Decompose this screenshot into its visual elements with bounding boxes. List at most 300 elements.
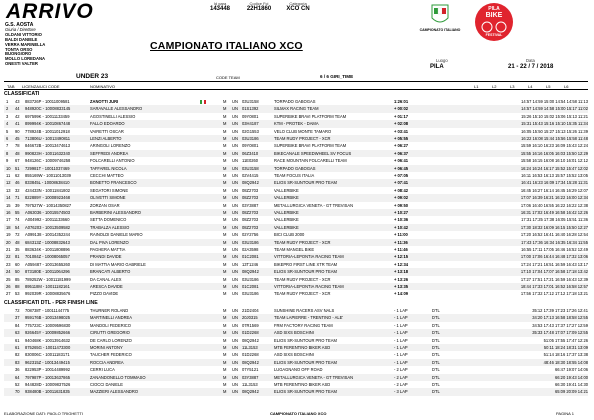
cell-bib: 50	[15, 269, 20, 275]
cell-status: DTL	[432, 337, 440, 343]
cell-laps: 34:20 17:13 16:58 18:58 12:55	[532, 315, 588, 321]
cell-time: + 13:26	[394, 276, 408, 282]
cell-team: VELO CLUB MONTE TAMARO	[274, 128, 332, 134]
cell-team-code: 09Y0801	[242, 113, 259, 119]
table-row	[4, 261, 588, 268]
cell-time: - 3 LAP	[394, 389, 408, 395]
table-row	[4, 113, 588, 120]
cell-laps: 17:27 17:51 17:21 16:59 16:43 12:39	[520, 276, 588, 282]
cell-category: M	[223, 232, 227, 238]
cell-laps: 17:06 16:40 16:55 16:22 16:22 12:38	[520, 202, 588, 208]
cell-category: M	[223, 202, 227, 208]
cell-name: DE CARLO LORENZO	[90, 337, 132, 343]
cell-laps: 14:57 14:59 14:58 15:00 15:17 11:02	[521, 106, 588, 112]
col-l1: L1	[474, 83, 479, 89]
cell-nat: UN	[232, 345, 238, 350]
cell-category: M	[223, 359, 227, 365]
cell-laps: 17:43 17:36 16:34 16:35 16:34 11:55	[521, 239, 588, 245]
cell-laps: 15:58 16:15 16:08 16:10 16:01 12:12	[520, 158, 588, 164]
cell-team-code: 03H4187	[242, 121, 259, 127]
cell-laps: 50:11 18:24 18:31 13:09	[543, 345, 588, 350]
staff-title: Giuria / Direttore	[5, 26, 36, 32]
cell-laps: 18:44 17:33 17:01 16:52 16:58 12:57	[520, 284, 588, 289]
cell-nat: UN	[232, 337, 238, 343]
cell-time: - 1 LAP	[394, 359, 408, 365]
team-column-header: CODE TEAM	[216, 75, 240, 80]
cell-category: M	[223, 291, 227, 297]
cell-team: RACE MOUNTAIN FOLCARELLI TEAM	[274, 158, 347, 164]
cell-bib: 42	[15, 113, 20, 119]
cell-team: SUPERBIKE BRAVI PLATFORM TEAM	[274, 113, 347, 119]
cell-team-code: 02A3598	[242, 247, 259, 252]
cell-nat: UN	[232, 217, 238, 223]
cell-team-code: 08Q2942	[242, 180, 259, 186]
staff-member: MOLLO LOREDANA	[5, 56, 46, 62]
table-row	[4, 359, 588, 366]
staff-member: VERRA MARINELLA	[5, 41, 46, 47]
cell-category: M	[223, 389, 227, 395]
cell-category: M	[223, 247, 227, 252]
cell-bib: 74	[15, 217, 20, 223]
cell-license: A099138 - 10014352244	[25, 232, 71, 238]
cell-bib: 71	[15, 195, 20, 201]
cell-laps: 16:41 16:23 16:09 17:34 15:28 11:31	[521, 180, 588, 186]
cell-name: CECCHI MATTEO	[90, 173, 124, 178]
cell-license: 789252W - 10011181999	[25, 276, 71, 282]
cell-position: 22	[6, 254, 11, 260]
cell-bib: 61	[15, 345, 20, 350]
table-row	[4, 157, 588, 164]
section-classified: CLASSIFICATI	[4, 91, 40, 97]
cell-time: + 05:55	[394, 136, 408, 141]
cell-bib: 46	[15, 180, 20, 186]
cell-license: 895118M - 10011182161	[25, 284, 70, 289]
cell-name: PAGHERA MATTIA	[90, 247, 126, 252]
cell-bib: 44	[15, 106, 20, 112]
cell-team-code: 11E0260	[242, 158, 259, 164]
cell-team: SUNSHINE RACERS ASV NALS	[274, 308, 335, 313]
cell-nat: UN	[232, 165, 238, 171]
cell-team: TEAM RUDY PROJECT - XCR	[274, 239, 331, 245]
cell-laps: 66:30 19:41 14:30	[554, 382, 588, 387]
cell-laps: 66:20 19:43 14:00	[554, 374, 588, 380]
cell-team-code: 08Z2703	[242, 224, 259, 230]
cell-team: TEAM LAPIERRE - TRENTINO - ALE'	[274, 315, 344, 321]
cell-time: + 03:41	[394, 128, 408, 134]
cell-team-code: 07R1569	[242, 322, 259, 328]
cell-category: M	[223, 322, 227, 328]
cell-bib: 48	[15, 239, 20, 245]
cell-laps: 16:22 16:08 15:44 15:56 15:58 11:48	[521, 136, 588, 141]
cell-status: DTL	[432, 308, 440, 313]
cell-team: TEAM FOCUS ITALIA	[274, 173, 315, 178]
cell-nat: UN	[232, 239, 238, 245]
category-label: Categoria	[289, 1, 307, 6]
cell-position: 5	[6, 128, 9, 134]
cell-bib: 51	[15, 165, 20, 171]
cell-license: 713806U - 10013490811	[25, 136, 70, 141]
cell-position: 9	[6, 158, 9, 164]
cell-license: A059487 - 10013655260	[25, 261, 71, 267]
cell-category: M	[223, 315, 227, 321]
cell-team-code: 13T1246	[242, 261, 259, 267]
cell-license: A063036 - 10015574503	[25, 210, 71, 215]
cell-bib: 52	[15, 382, 20, 387]
cell-team-code: 03U3158	[242, 99, 259, 104]
cell-license: 948920C - 10008833145	[25, 106, 71, 112]
cell-license: 990823H - 10011632340	[25, 150, 70, 156]
table-row	[4, 337, 588, 344]
cell-name: PRANDI DAVIDE	[90, 254, 122, 260]
cell-time: - 2 LAP	[394, 367, 408, 373]
cell-position: 2	[6, 106, 9, 112]
cell-status: DTL	[432, 352, 440, 358]
table-row	[4, 150, 588, 157]
cell-name: BONETTO FRANCESCO	[90, 180, 137, 186]
cell-team-code: 03U3186	[242, 276, 259, 282]
cell-time: 1:26:01	[394, 99, 409, 104]
cell-team: BIKEPRO FIRST LINE XTR TEAM	[274, 261, 338, 267]
cell-license: 797527W - 10014350827	[25, 202, 72, 208]
cell-team-code: 08Q2942	[242, 389, 259, 395]
cell-time: - 1 LAP	[394, 322, 408, 328]
cell-status: DTL	[432, 315, 440, 321]
cell-license: 775723C - 10009596830	[25, 322, 71, 328]
footer-credit: ELABORAZIONE DATI: PAOLO TRIGHETTI	[4, 411, 83, 416]
cell-laps: 16:31 17:02 16:49 16:58 16:42 12:26	[520, 210, 588, 215]
cell-nat: UN	[232, 113, 238, 119]
cell-nat: UN	[232, 210, 238, 215]
staff-member: BALDI DANIELE	[5, 36, 38, 42]
cell-team-code: 08Z2703	[242, 217, 259, 223]
cell-laps: 51:14 18:16 17:37 13:38	[543, 352, 588, 358]
cell-bib: 72	[15, 232, 20, 238]
cell-status: DTL	[432, 382, 440, 387]
cell-team-code: 08Z2703	[242, 210, 259, 215]
cell-category: M	[223, 113, 227, 119]
cell-license: 822889Y - 10008923468	[25, 195, 70, 201]
table-row	[4, 322, 588, 329]
cell-position: 11	[6, 173, 11, 178]
cell-team-code: 08Z2703	[242, 187, 259, 193]
fci-code-label: Codice Fci	[249, 1, 269, 6]
cell-time: - 1 LAP	[394, 345, 408, 350]
cell-laps: 48:46 18:30 18:55 14:08	[543, 359, 588, 365]
cell-team: ELIOS SR-SUNTOUR PRO TEAM	[274, 180, 337, 186]
staff-member: ONESTI VALTER	[5, 61, 38, 67]
cell-team: VITTORIA-LEPONTIA RACING TEAM	[274, 254, 344, 260]
footer-page: PAGINA 1	[556, 411, 574, 416]
cell-team-code: 08Q2942	[242, 337, 259, 343]
table-row	[4, 268, 588, 275]
cell-team-code: 01C2081	[242, 254, 259, 260]
cell-team-code: 11L3153	[242, 382, 258, 387]
cell-bib: 78	[15, 143, 20, 149]
cell-position: 1	[6, 99, 9, 104]
cell-status: DTL	[432, 374, 440, 380]
cell-time: + 10:36	[394, 217, 408, 223]
cell-time: + 11:36	[394, 239, 408, 245]
cell-team: TORPADO GABOGAS	[274, 165, 316, 171]
italy-flag-icon	[200, 100, 206, 104]
table-row	[4, 239, 588, 246]
cell-category: M	[223, 224, 227, 230]
table-row	[4, 105, 588, 112]
cell-category: M	[223, 352, 227, 358]
cell-license: 697599K - 10011133459	[25, 113, 70, 119]
cell-bib: 53	[15, 291, 20, 297]
cell-bib: 54	[15, 224, 20, 230]
cell-license: 926645Y - 10009852666	[25, 330, 70, 336]
cell-team-code: 02G1553	[242, 128, 259, 134]
cell-name: FALLO EDOARDO	[90, 121, 125, 127]
cell-status: DTL	[432, 359, 440, 365]
table-row	[4, 283, 588, 290]
cell-laps: 15:55 16:16 16:05 16:03 15:50 12:29	[520, 150, 588, 156]
col-tab: TAB	[7, 83, 15, 89]
cell-time: + 01:17	[394, 113, 408, 119]
cell-name: SARAVALLE ALESSANDRO	[90, 106, 143, 112]
cell-team-code: 03Y3887	[242, 202, 259, 208]
logo-line-2: BIKE	[485, 12, 503, 19]
cell-name: ARINGOLI LORENZO	[90, 143, 131, 149]
cell-name: ZANANDONELLO TOMMASO	[90, 374, 146, 380]
cell-laps: 17:10 17:04 17:07 16:58 17:18 13:42	[520, 269, 588, 275]
cell-name: DAL PIVA LORENZO	[90, 239, 129, 245]
cell-name: LENZI ALBERTO	[90, 136, 122, 141]
cell-license: 944828D - 10009837526	[25, 382, 71, 387]
cell-bib: 64	[15, 374, 20, 380]
cell-name: SEGATORI SIMONE	[90, 187, 129, 193]
cell-bib: 83	[15, 359, 20, 365]
cell-laps: 35:33 17:48 17:07 17:09 12:55	[532, 330, 588, 336]
cell-name: AGOSTINELLI ALESSIO	[90, 113, 136, 119]
cell-bib: 63	[15, 330, 20, 336]
table-row	[4, 307, 588, 314]
cell-team-code: 08Q2942	[242, 269, 259, 275]
table-row	[4, 276, 588, 283]
cell-nat: UN	[232, 315, 238, 321]
cell-team: VALLERBIKE	[274, 187, 299, 193]
cell-category: M	[223, 158, 227, 164]
cell-bib: 48	[15, 150, 20, 156]
cell-license: 822953P - 10014489992	[25, 367, 70, 373]
event-title: CAMPIONATO ITALIANO XCO	[150, 40, 303, 52]
cell-bib: 85	[15, 276, 20, 282]
cell-time: + 00:02	[394, 106, 408, 112]
cell-license: 948126C - 10009746258	[25, 158, 71, 164]
cell-team-code: 06Z3410	[242, 150, 259, 156]
cell-category: M	[223, 173, 227, 178]
place-label: Luogo	[436, 58, 448, 63]
cell-bib: 43	[15, 99, 20, 104]
cell-nat: UN	[232, 136, 238, 141]
table-row	[4, 135, 588, 142]
cell-team: TEAM MANGEL BIKE	[274, 247, 315, 252]
cell-nat: UN	[232, 150, 238, 156]
cell-time: - 2 LAP	[394, 382, 408, 387]
cell-team: TORPADO GABOGAS	[274, 99, 316, 104]
cell-team: TEAM RUDY PROJECT - XCR	[274, 276, 331, 282]
cell-category: M	[223, 284, 227, 289]
date-label: Data	[526, 58, 535, 63]
cell-position: 13	[6, 187, 11, 193]
cell-name: CERRI LUCA	[90, 367, 115, 373]
cell-bib: 88	[15, 284, 20, 289]
cell-nat: UN	[232, 121, 238, 127]
cell-category: M	[223, 217, 227, 223]
table-row	[4, 165, 588, 172]
cell-license: 708738T - 10011144775	[25, 308, 70, 313]
cell-license: 833845L - 10008638410	[25, 180, 70, 186]
section-dtl: CLASSIFICATI DTL - PER FINISH LINE	[4, 300, 98, 306]
footer-event: CAMPIONATO ITALIANO XCO	[270, 411, 327, 416]
cell-category: M	[223, 136, 227, 141]
cell-team: ASD SIXS BOSCHINI	[274, 330, 314, 336]
cell-position: 24	[6, 269, 11, 275]
table-row	[4, 381, 588, 388]
cell-nat: UN	[232, 261, 238, 267]
table-row	[4, 209, 588, 216]
table-row	[4, 351, 588, 358]
cell-name: VAIRETTI OSCAR	[90, 128, 124, 134]
cell-bib: 90	[15, 128, 20, 134]
cell-time: - 2 LAP	[394, 374, 408, 380]
cell-laps: 51:05 17:55 17:47 12:26	[543, 337, 588, 343]
cell-bib: 62	[15, 173, 20, 178]
organizer-name: G.S. AOSTA	[5, 22, 34, 28]
table-row	[4, 98, 588, 105]
cell-name: MANDOLI FEDERICO	[90, 322, 131, 328]
cell-name: ZANOTTI JURI	[90, 99, 119, 104]
cell-time: - 1 LAP	[394, 315, 408, 321]
cell-laps: 16:05 15:50 15:27 15:13 15:26 11:39	[521, 128, 588, 134]
table-row	[4, 253, 588, 260]
cell-status: DTL	[432, 330, 440, 336]
cell-position: 15	[6, 202, 11, 208]
cell-nat: UN	[232, 352, 238, 358]
cell-category: M	[223, 345, 227, 350]
cell-license: 962315Z - 10013449415	[25, 359, 70, 365]
cell-time: + 10:27	[394, 210, 408, 215]
cell-position: 21	[6, 247, 11, 252]
cell-category: M	[223, 143, 227, 149]
cell-license: A004992 - 10011133660	[25, 217, 70, 223]
cell-category: M	[223, 210, 227, 215]
cell-category: M	[223, 382, 227, 387]
cell-bib: 36	[15, 367, 20, 373]
cell-time: + 09:02	[394, 195, 408, 201]
cell-nat: UN	[232, 247, 238, 252]
logo-line-1: PILA	[488, 6, 500, 12]
cell-name: FOLCARELLI ANTONIO	[90, 158, 135, 164]
cell-time: + 11:46	[394, 247, 408, 252]
cell-team-code: 07Y5121	[242, 367, 259, 373]
cell-time: + 10:42	[394, 224, 408, 230]
cell-category: M	[223, 128, 227, 134]
cell-team: ASD SIXS BOSCHINI	[274, 352, 314, 358]
cell-laps: 35:12 17:39 17:23 17:26 12:41	[532, 308, 588, 313]
cell-team-code: 02Y2756	[242, 232, 259, 238]
cell-position: 19	[6, 232, 11, 238]
cell-position: 26	[6, 284, 11, 289]
cell-name: ZORZAN OSAR	[90, 202, 120, 208]
cell-team: TEAM RUDY PROJECT - XCR	[274, 291, 331, 297]
cell-time: - 1 LAP	[394, 352, 408, 358]
cell-position: 23	[6, 261, 11, 267]
table-row	[4, 344, 588, 351]
championship-logo-text: CAMPIONATO ITALIANO	[419, 28, 461, 32]
cell-name: BARBERINI ALESSANDRO	[90, 210, 141, 215]
cell-category: M	[223, 150, 227, 156]
cell-license: 797987P - 10013637865	[25, 374, 70, 380]
cell-category: M	[223, 180, 227, 186]
cell-laps: 17:00 17:06 16:44 16:48 17:32 13:06	[520, 254, 588, 260]
cell-name: BRANCATI ALBERTO	[90, 269, 131, 275]
cell-nat: UN	[232, 254, 238, 260]
table-row	[4, 224, 588, 231]
cell-nat: UN	[232, 232, 238, 238]
cell-nat: UN	[232, 322, 238, 328]
cell-team-code: 03Y3887	[242, 374, 259, 380]
cell-time: + 14:09	[394, 291, 408, 297]
cell-nat: UN	[232, 128, 238, 134]
cell-nat: UN	[232, 158, 238, 164]
cell-time: + 06:41	[394, 158, 408, 164]
cell-nat: UN	[232, 330, 238, 336]
cell-team: KTM - PROTEK - DAMA	[274, 121, 319, 127]
cell-laps: 17:56 17:32 17:12 17:12 17:18 13:21	[520, 291, 588, 297]
cell-team: METALLURGICA VENETA - GT TREVISAN	[274, 202, 354, 208]
cell-nat: UN	[232, 291, 238, 297]
cell-license: 830006C - 10011183171	[25, 352, 70, 358]
cell-team: VALLERBIKE	[274, 210, 299, 215]
cell-team-code: 09Y0801	[242, 143, 259, 149]
table-header	[4, 81, 588, 90]
cell-laps: 16:55 17:11 17:05 16:46 16:52 12:49	[521, 247, 588, 252]
category-bar	[4, 73, 588, 81]
cell-name: THURNER ROLAND	[90, 308, 129, 313]
cell-position: 4	[6, 121, 9, 127]
cell-laps: 17:30 18:32 16:09 16:15 15:50 12:27	[520, 224, 588, 230]
cell-bib: 35	[15, 247, 20, 252]
cell-laps: 65:09 20:09 14:21	[554, 389, 588, 395]
cell-license: 855169W - 10011013039	[25, 173, 71, 178]
cell-category: M	[223, 165, 227, 171]
cell-laps: 16:24 16:24 16:17 15:52 15:47 12:02	[520, 165, 588, 171]
logo-line-3: FESTIVAL	[485, 33, 503, 37]
cell-license: 778924B - 10011012918	[25, 128, 70, 134]
table-row	[4, 366, 588, 373]
cell-license: 959176B - 10013498025	[25, 315, 71, 321]
cell-nat: UN	[232, 389, 238, 395]
cell-position: 14	[6, 195, 11, 201]
cell-nat: UN	[232, 180, 238, 186]
cell-team: MTB FERENTINO BIKER ASD	[274, 345, 331, 350]
cell-position: 18	[6, 224, 11, 230]
cell-time: + 12:34	[394, 261, 408, 267]
cell-laps: 16:45 16:27 16:14 16:45 16:29 12:07	[520, 187, 588, 193]
cell-time: + 13:18	[394, 269, 408, 275]
pila-bike-festival-logo	[474, 2, 514, 42]
cell-name: OLIVETTI SIMONE	[90, 195, 126, 201]
cell-category: M	[223, 374, 227, 380]
cell-team: VITTORIA-LEPONTIA RACING TEAM	[274, 284, 344, 289]
cell-time: - 1 LAP	[394, 337, 408, 343]
fci-code-value: 22H1860	[246, 6, 272, 12]
cell-nat: UN	[232, 284, 238, 289]
col-l2: L2	[492, 83, 497, 89]
